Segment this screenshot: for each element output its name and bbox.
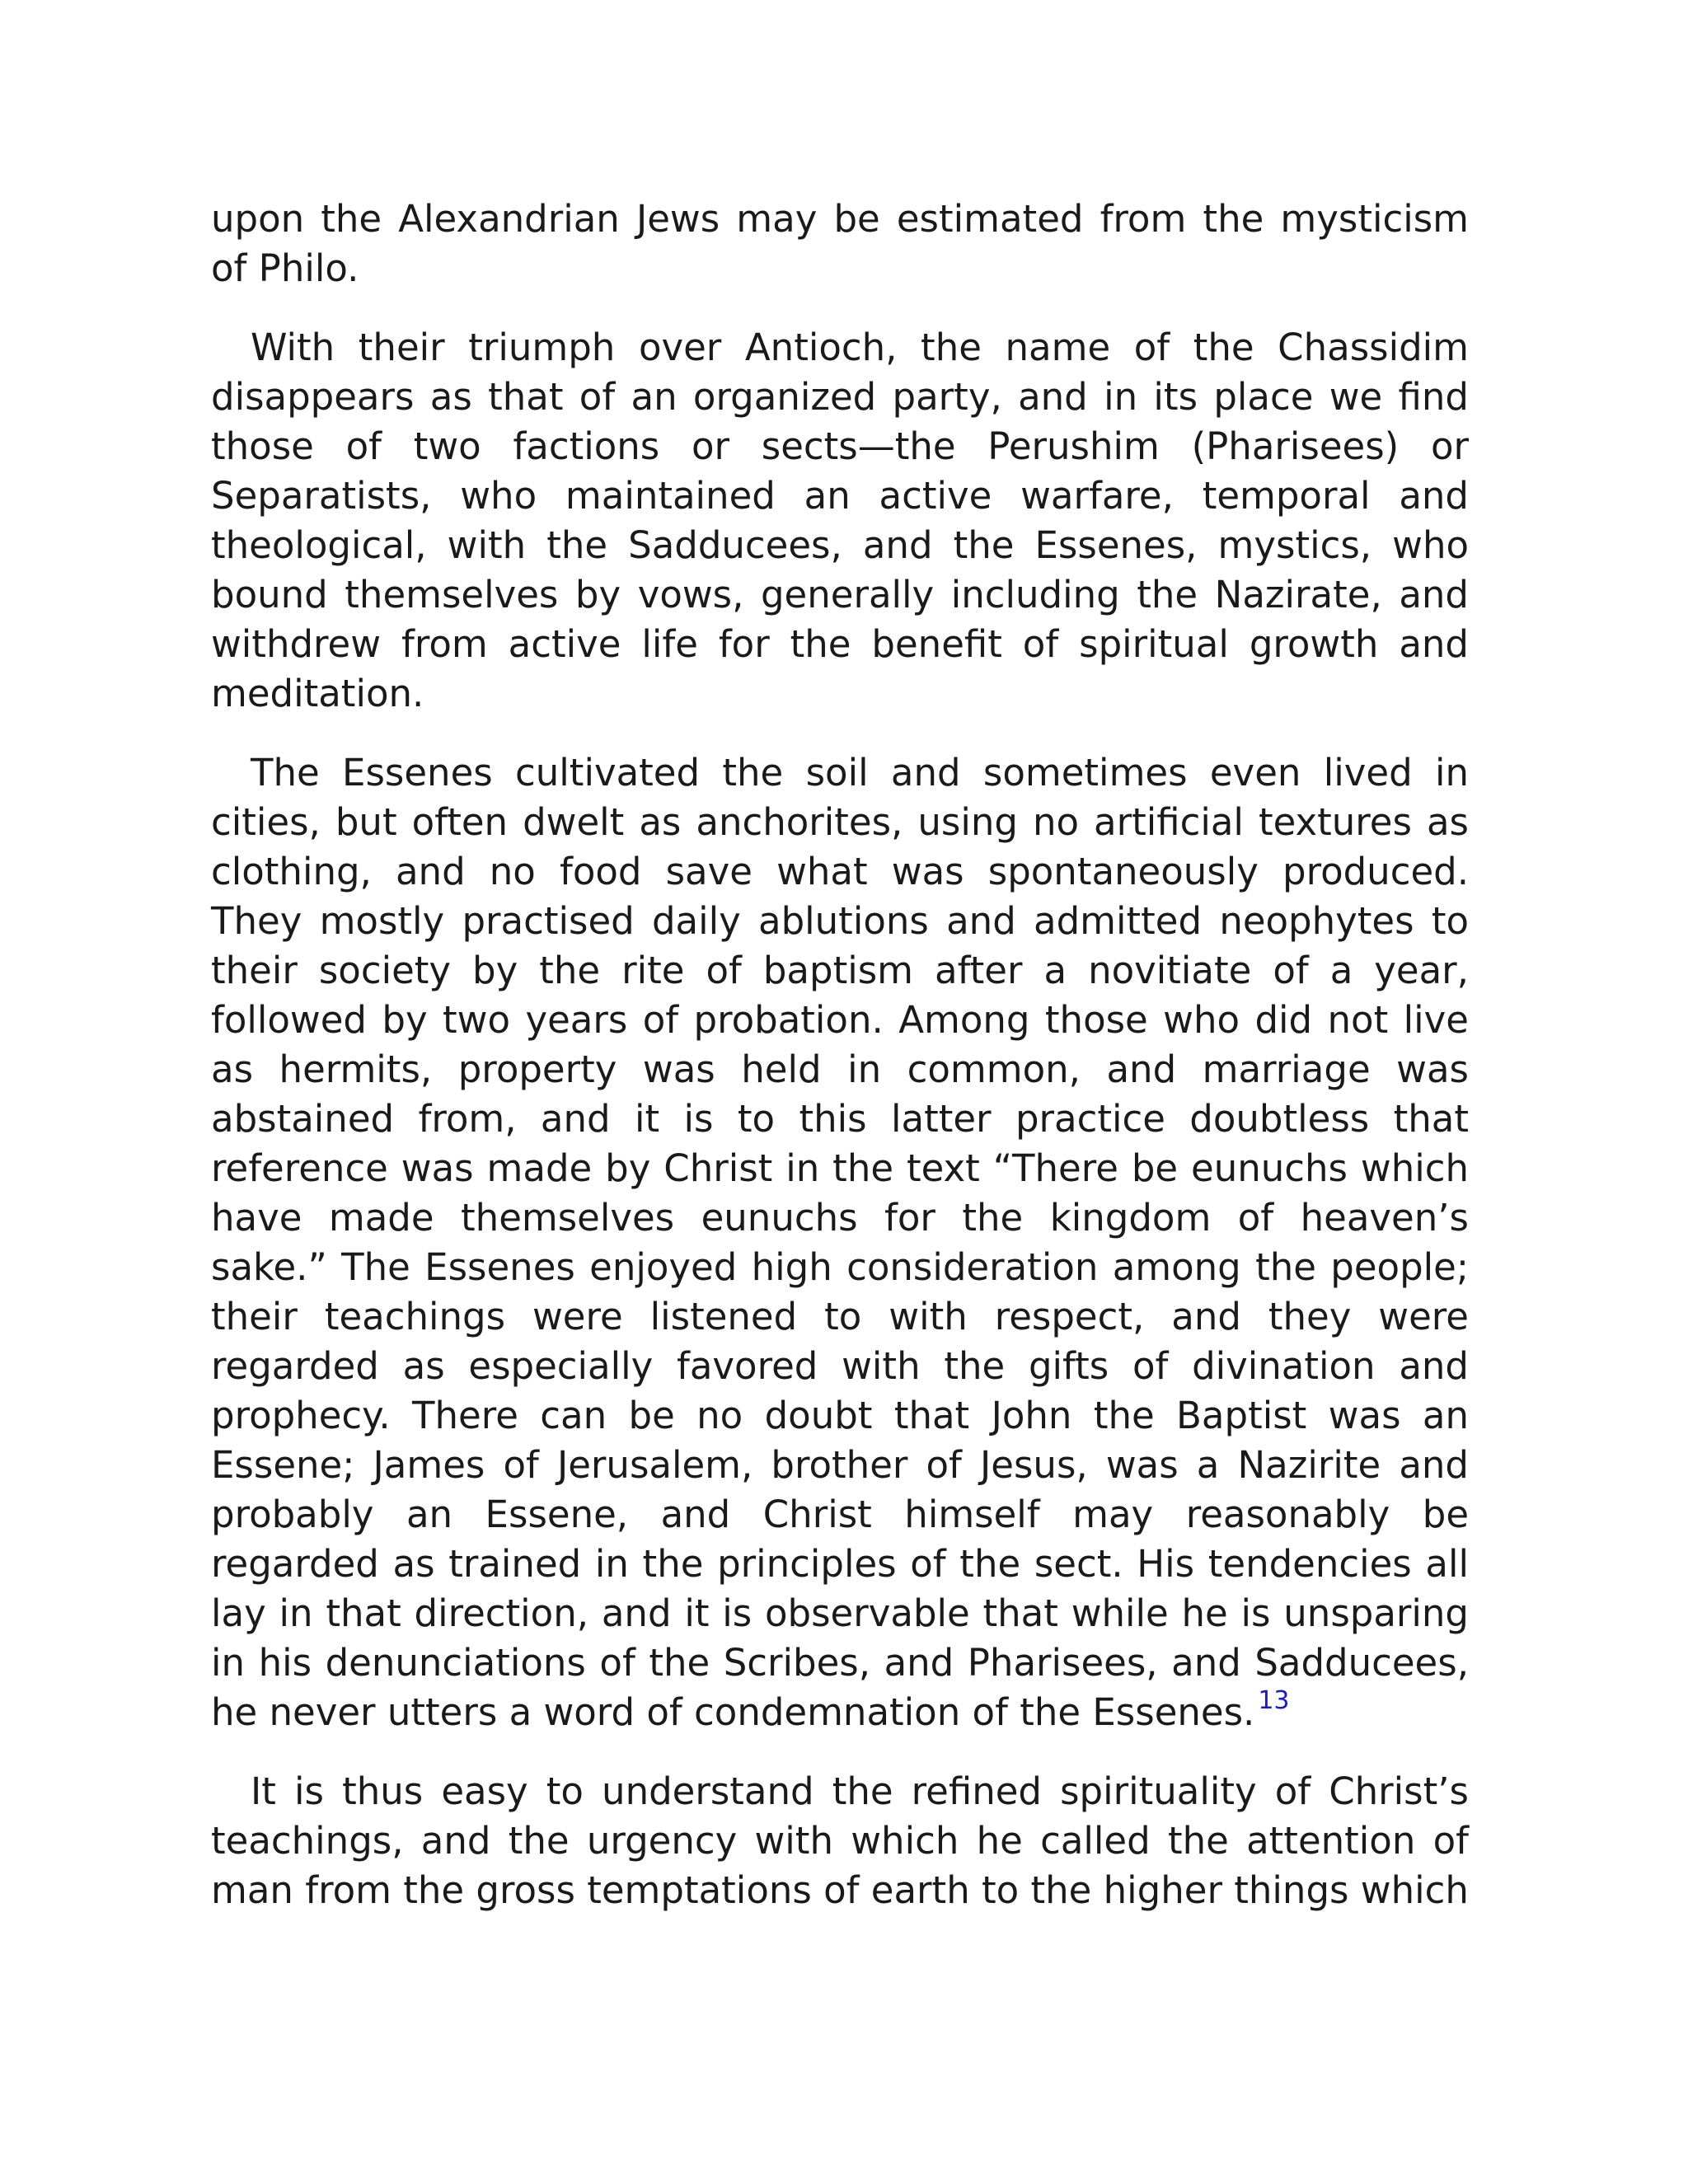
paragraph-3-text: The Essenes cultivated the soil and sometimes even lived in cities, but often dwelt as anchorites, using no artificial textures as clothing, and no food save what was spontaneously produced. They mostly practised daily ablutions and admitted neophytes to their society by the rite of baptism after a novitiate of a year, followed by two years of probation. Among those who did not live as hermits, property was held in common, and marriage was abstained from, and it is to this latter practice doubtless that reference was made by Christ in the text “There be eunuchs which have made themselves eunuchs for the kingdom of heaven’s sake.” The Essenes enjoyed high consideration among the people; their teachings were listened to with respect, and they were regarded as especially favored with the gifts of divination and prophecy. There can be no doubt that John the Baptist was an Essene; James of Jerusalem, brother of Jesus, was a Nazirite and probably an Essene, and Christ himself may reasonably be regarded as trained in the principles of the sect. His tendencies all lay in that direction, and it is observable that while he is unsparing in his denunciations of the Scribes, and Pharisees, and Sadducees, he never utters a word of condemnation of the Essenes.	[211, 751, 1469, 1734]
paragraph-chassidim	[211, 323, 1469, 719]
paragraph-continuation	[211, 194, 1469, 293]
paragraph-1-text: upon the Alexandrian Jews may be estimated from the mysticism of Philo.	[211, 197, 1469, 290]
paragraph-2-text: With their triumph over Antioch, the name of the Chassidim disappears as that of an organized party, and in its place we find those of two factions or sects—the Perushim (Pharisees) or Separatists, who maintained an active warfare, temporal and theological, with the Sadducees, and the Essenes, mystics, who bound themselves by vows, generally including the Nazirate, and withdrew from active life for the benefit of spiritual growth and meditation.	[211, 326, 1469, 715]
page-body	[211, 194, 1469, 1945]
paragraph-spirituality	[211, 1767, 1469, 1915]
footnote-link-13[interactable]: 13	[1258, 1686, 1290, 1715]
paragraph-4-text: It is thus easy to understand the refined spirituality of Christ’s teachings, and the urgency with which he called the attention of man from the gross temptations of earth to the higher things which	[211, 1769, 1469, 1912]
paragraph-essenes	[211, 748, 1469, 1737]
